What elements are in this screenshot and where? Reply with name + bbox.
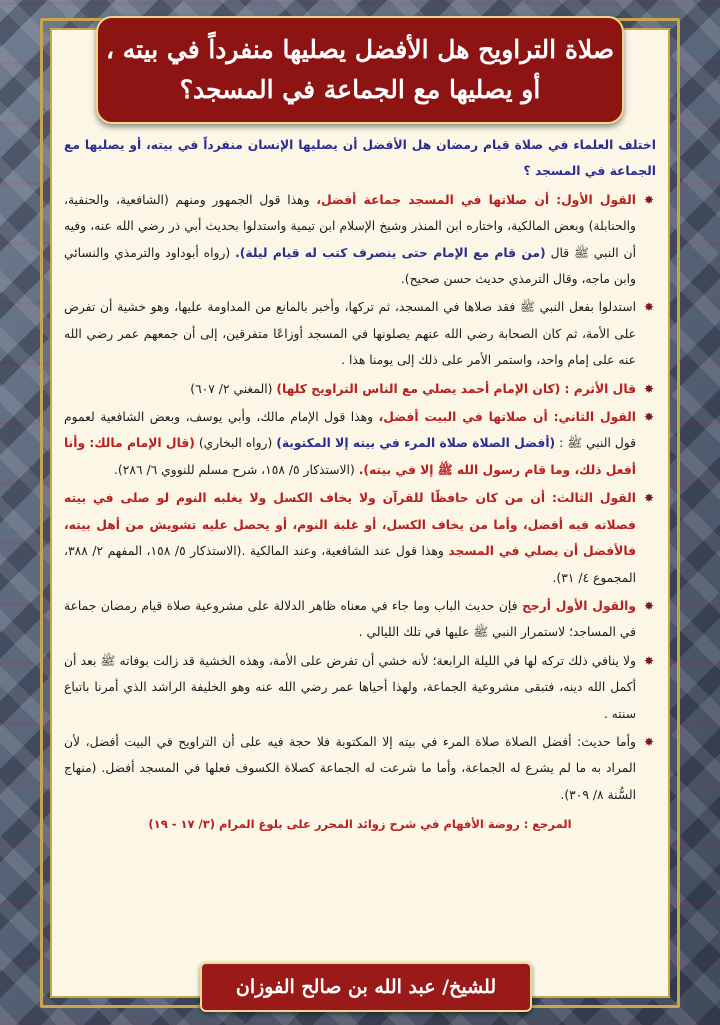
list-item-third-opinion [64,485,656,591]
bullet-icon: ✸ [643,192,654,207]
imam-malik-quote: (قال الإمام مالك: وأنا أفعل ذلك، وما قام رسول الله ﷺ إلا في بيته). [64,436,636,477]
athram-source: (المغني ٢/ ٦٠٧) [190,381,277,396]
title-banner [96,16,624,124]
article-body [64,132,656,962]
third-opinion-heading: القول الثالث: أن من كان حافظًا للقرآن ولا يخاف الكسل ولا يغلبه النوم لو صلى في بيته فصلاته فيه أفضل، وأما من يخاف الكسل، أو غلبة النوم، أو يحصل عليه تشويش من أهل بيته، فالأفضل أن يصلي في المسجد [64,491,636,559]
second-opinion-bukhari: (رواه البخاري) [194,436,277,451]
intro-paragraph: اختلف العلماء في صلاة قيام رمضان هل الأفضل أن يصليها الإنسان منفرداً في بيته، أو يصليها مع الجماعة في المسجد ؟ [64,138,656,179]
first-opinion-hadith: (من قام مع الإمام حتى ينصرف كتب له قيام ليلة). [235,245,546,260]
list-item-athram [64,376,656,402]
list-item-no-contradiction [64,648,656,727]
first-opinion-heading: القول الأول: أن صلاتها في المسجد جماعة أفضل، [316,192,636,207]
author-name: للشيخ/ عبد الله بن صالح الفوزان [235,976,497,998]
bullet-icon: ✸ [643,653,654,668]
no-contradiction-text: ولا ينافي ذلك تركه لها في الليلة الرابعة؛ لأنه خشي أن تفرض على الأمة، وهذه الخشية قد زالت بوفاته ﷺ بعد أن أكمل الله دينه، فتبقى مشروعية الجماعة، ولهذا أحياها عمر رضي الله عنه وهو الخليفة الراشد الذي أمرنا باتباع سنته . [64,653,636,721]
preferred-text: فإن حديث الباب وما جاء في معناه ظاهر الدلالة على مشروعية صلاة قيام رمضان جماعة في المساجد؛ لاستمرار النبي ﷺ عليها في تلك الليالي . [64,598,636,640]
title-line-2: أو يصليها مع الجماعة في المسجد؟ [179,75,541,104]
list-item-evidence [64,294,656,373]
second-opinion-text: وهذا قول الإمام مالك، وأبي يوسف، وبعض الشافعية لعموم قول النبي ﷺ : [64,410,636,451]
bullet-icon: ✸ [643,734,654,749]
hadith-note-text: وأما حديث: أفضل الصلاة صلاة المرء في بيته إلا المكتوبة فلا حجة فيه على أن التراويح في البيت أفضل، لأن المراد به ما لم يشرع له الجماعة، وأما ما شرعت له الجماعة كصلاة الكسوف فعلها في المسجد أفضل. (منهاج السُّنة ٨/ ٣٠٩). [64,734,636,802]
athram-quote: قال الأثرم : (كان الإمام أحمد يصلي مع الناس التراويح كلها) [276,381,636,396]
list-item-hadith-note [64,729,656,808]
first-opinion-source: (رواه أبوداود والترمذي والنسائي وابن ماجه، وقال الترمذي حديث حسن صحيح). [64,245,636,287]
bullet-icon: ✸ [643,300,654,315]
reference-line: المرجع : روضة الأفهام في شرح زوائد المحرر على بلوغ المرام (٣/ ١٧ - ١٩) [148,817,572,832]
title-line-1: صلاة التراويح هل الأفضل يصليها منفرداً في بيته ، [105,35,615,64]
second-opinion-hadith: (أفضل الصلاة صلاة المرء في بيته إلا المكتوبة) [276,436,556,451]
second-opinion-heading: القول الثاني: أن صلاتها في البيت أفضل، [378,410,637,425]
bullet-icon: ✸ [643,598,654,613]
preferred-heading: والقول الأول أرجح [521,598,636,613]
list-item-first-opinion [64,187,656,293]
evidence-text: استدلوا بفعل النبي ﷺ فقد صلاها في المسجد، ثم تركها، وأخبر بالمانع من المداومة عليها، وهو خشية أن تفرض على الأمة، ثم كان الصحابة رضي الله عنهم يصلونها في المسجد أوزاعًا متفرقين، إلى أن جمعهم عمر رضي الله عنه على إمام واحد، واستمر الأمر على ذلك إلى يومنا هذا . [64,300,636,368]
list-item-preferred [64,593,656,646]
list-item-second-opinion [64,404,656,483]
bullet-icon: ✸ [643,381,654,396]
third-opinion-source: وهذا قول عند الشافعية، وعند المالكية .(الاستذكار ٥/ ١٥٨، المفهم ٢/ ٣٨٨، المجموع ٤/ ٣١). [64,544,636,585]
author-banner [200,962,532,1012]
bullet-icon: ✸ [643,410,654,425]
bullet-icon: ✸ [643,491,654,506]
first-opinion-text: وهذا قول الجمهور ومنهم (الشافعية، والحنفية، والحنابلة) وبعض المالكية، واختاره ابن المنذر وشيخ الإسلام ابن تيمية واستدلوا بحديث أبي ذر رضي الله عنه، وفيه أن النبي ﷺ قال [64,192,636,260]
second-opinion-source: (الاستذكار ٥/ ١٥٨، شرح مسلم للنووي ٦/ ٢٨٦). [114,462,359,477]
